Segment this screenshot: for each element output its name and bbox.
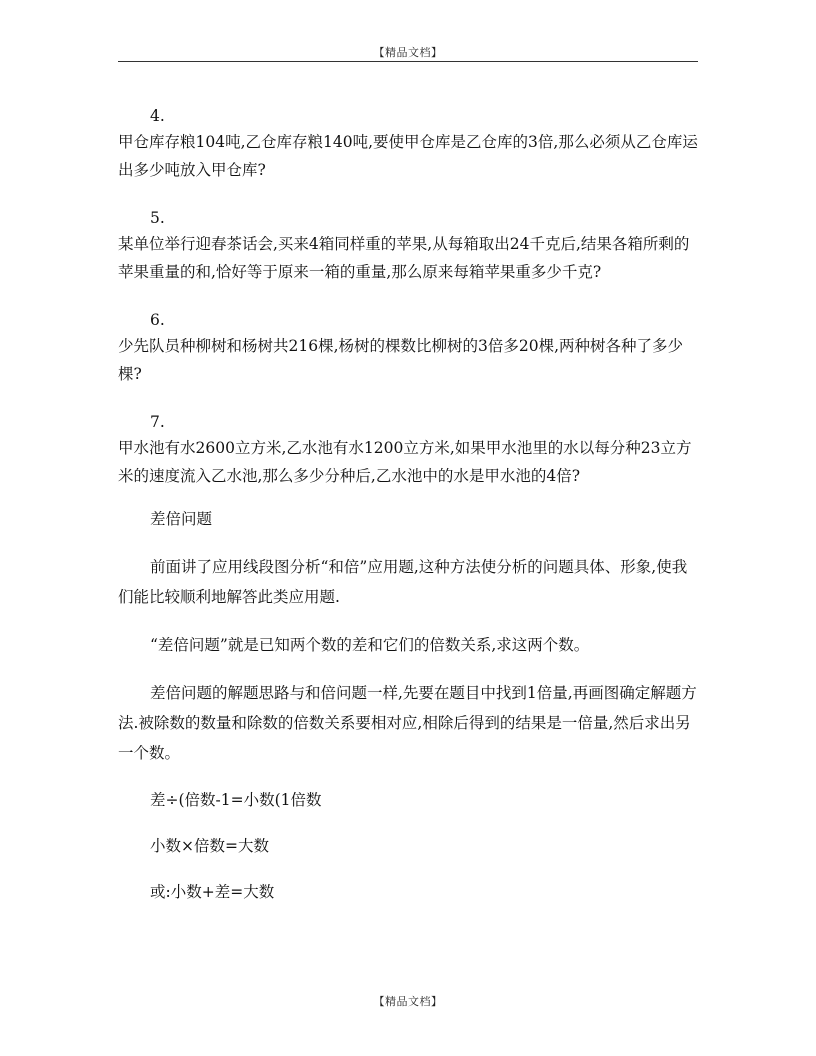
page-header: 【精品文档】 [373, 46, 443, 59]
header-divider [118, 61, 698, 62]
section-paragraph: “差倍问题”就是已知两个数的差和它们的倍数关系,求这两个数。 [150, 636, 590, 654]
document-body [118, 104, 698, 924]
problem-text: 少先队员种柳树和杨树共216棵,杨树的棵数比柳树的3倍多20棵,两种树各种了多少棵? [118, 337, 684, 383]
problem-item [118, 410, 698, 490]
problem-item [118, 104, 698, 184]
problem-number: 7. [150, 413, 165, 431]
problem-text: 某单位举行迎春茶话会,买来4箱同样重的苹果,从每箱取出24千克后,结果各箱所剩的苹果重量的和,恰好等于原来一箱的重量,那么原来每箱苹果重多少千克? [118, 235, 690, 281]
problem-text: 甲水池有水2600立方米,乙水池有水1200立方米,如果甲水池里的水以每分种23立方米的速度流入乙水池,那么多少分种后,乙水池中的水是甲水池的4倍? [118, 439, 692, 485]
section-paragraph: 差倍问题的解题思路与和倍问题一样,先要在题目中找到1倍量,再画图确定解题方法.被除数的数量和除数的倍数关系要相对应,相除后得到的结果是一倍量,然后求出另一个数。 [118, 684, 697, 762]
section-title: 差倍问题 [150, 510, 213, 528]
page-footer: 【精品文档】 [373, 995, 443, 1008]
problem-text: 甲仓库存粮104吨,乙仓库存粮140吨,要使甲仓库是乙仓库的3倍,那么必须从乙仓库运出多少吨放入甲仓库? [118, 133, 698, 179]
problem-number: 6. [150, 311, 165, 329]
section-paragraph: 前面讲了应用线段图分析“和倍”应用题,这种方法使分析的问题具体、形象,使我们能比较顺利地解答此类应用题. [118, 558, 688, 606]
formula-line: 小数×倍数=大数 [150, 837, 269, 855]
problem-item [118, 206, 698, 286]
problem-number: 5. [150, 209, 165, 227]
formula-line: 或:小数+差=大数 [150, 883, 275, 901]
problem-number: 4. [150, 107, 165, 125]
problem-item [118, 308, 698, 388]
formula-line: 差÷(倍数-1=小数(1倍数 [150, 791, 322, 809]
